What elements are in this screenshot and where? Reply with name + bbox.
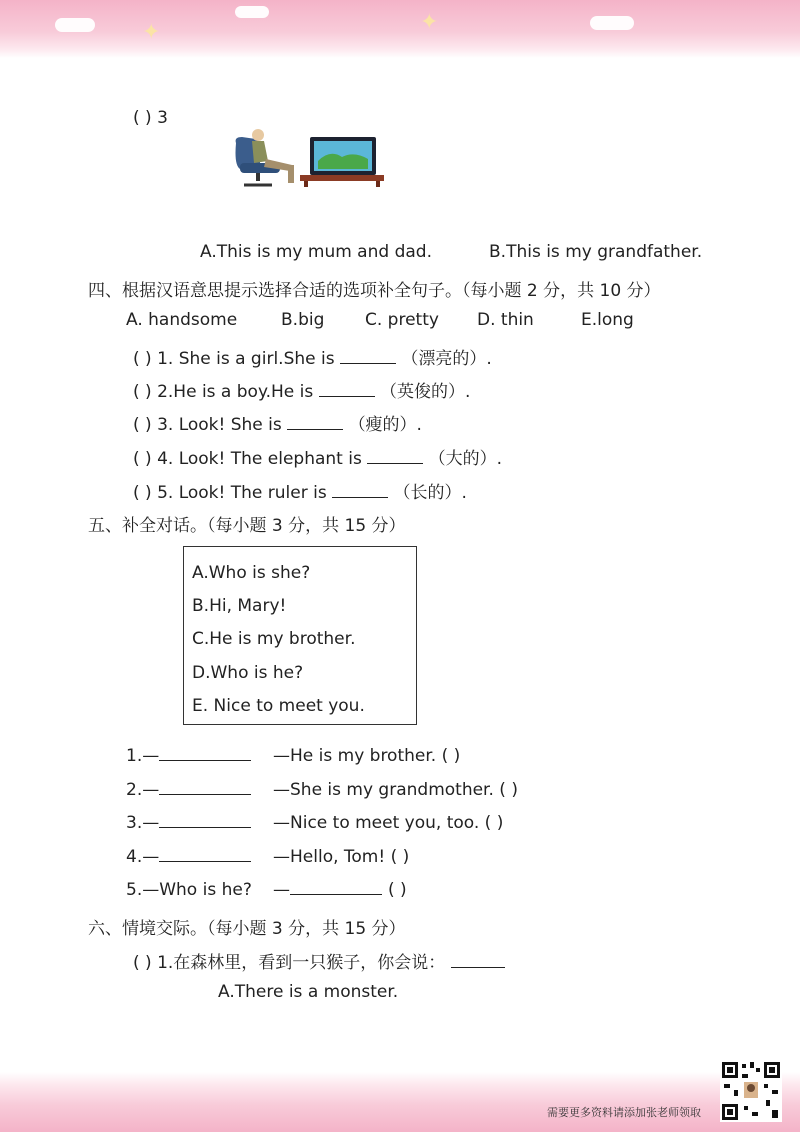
footer-text: 需要更多资料请添加张老师领取 <box>547 1106 701 1119</box>
cloud-decoration <box>55 18 95 32</box>
box-option-b: B.Hi, Mary! <box>192 596 287 616</box>
item-hint: （英俊的）. <box>380 382 471 402</box>
box-option-c: C.He is my brother. <box>192 629 356 649</box>
dialog-line-4 <box>126 847 251 867</box>
choice-a: A. handsome <box>126 310 238 330</box>
dialog-blank[interactable] <box>159 847 251 862</box>
item-hint: （长的）. <box>393 483 467 503</box>
item-text: 5. Look! The ruler is <box>157 483 327 503</box>
section-4-title: 四、根据汉语意思提示选择合适的选项补全句子。（每小题 2 分，共 10 分） <box>88 281 661 301</box>
question-3-number: ( ) 3 <box>133 108 168 128</box>
section-4-item <box>133 478 467 503</box>
question-3-option-a: A.This is my mum and dad. <box>200 242 432 262</box>
dialog-blank[interactable] <box>159 746 251 761</box>
answer-paren[interactable]: ( ) <box>133 349 152 369</box>
cloud-decoration <box>590 16 634 30</box>
choice-d: D. thin <box>477 310 534 330</box>
dialog-line-4-reply: —Hello, Tom! ( ) <box>273 847 410 867</box>
dialog-line-1 <box>126 746 251 766</box>
item-text: 3. Look! She is <box>157 415 282 435</box>
question-3-option-b: B.This is my grandfather. <box>489 242 703 262</box>
choice-b: B.big <box>281 310 325 330</box>
dialog-line-2-reply: —She is my grandmother. ( ) <box>273 780 518 800</box>
item-hint: （瘦的）. <box>348 415 422 435</box>
answer-blank[interactable] <box>451 953 505 968</box>
section-6-question-1 <box>133 948 505 973</box>
box-option-d: D.Who is he? <box>192 663 304 683</box>
answer-paren[interactable]: ( ) <box>133 953 152 973</box>
tv-stand-icon <box>300 175 384 187</box>
dialog-blank[interactable] <box>159 780 251 795</box>
dialog-line-5: 5.—Who is he? <box>126 880 252 900</box>
dialog-blank[interactable] <box>290 880 382 895</box>
section-4-item <box>133 377 470 402</box>
answer-blank[interactable] <box>287 415 343 430</box>
box-option-a: A.Who is she? <box>192 563 311 583</box>
item-text: 4. Look! The elephant is <box>157 449 362 469</box>
dialog-line-3-reply: —Nice to meet you, too. ( ) <box>273 813 504 833</box>
dialog-left: 4.— <box>126 847 160 867</box>
dialog-left: 2.— <box>126 780 160 800</box>
dialog-blank[interactable] <box>159 813 251 828</box>
tv-icon <box>310 137 376 175</box>
item-text: 1. She is a girl.She is <box>157 349 335 369</box>
choice-e: E.long <box>581 310 634 330</box>
dialog-left: 3.— <box>126 813 160 833</box>
dialog-dash: — <box>273 880 290 900</box>
answer-blank[interactable] <box>319 382 375 397</box>
answer-paren[interactable]: ( ) <box>133 449 152 469</box>
dialog-line-1-reply: —He is my brother. ( ) <box>273 746 461 766</box>
section-4-item <box>133 344 492 369</box>
item-text: 2.He is a boy.He is <box>157 382 314 402</box>
dialog-options-box <box>183 546 417 725</box>
footer-decoration <box>0 1072 800 1132</box>
dialog-line-2 <box>126 780 251 800</box>
section-6-question-1-option-a: A.There is a monster. <box>218 982 399 1002</box>
box-option-e: E. Nice to meet you. <box>192 696 365 716</box>
grandfather-watching-tv-illustration <box>230 125 390 191</box>
dialog-line-3 <box>126 813 251 833</box>
cloud-decoration <box>235 6 269 18</box>
header-decoration <box>0 0 800 58</box>
section-5-title: 五、补全对话。（每小题 3 分，共 15 分） <box>88 516 406 536</box>
star-decoration: ✦ <box>420 10 439 35</box>
star-decoration: ✦ <box>142 20 161 45</box>
dialog-left: 1.— <box>126 746 160 766</box>
answer-blank[interactable] <box>332 483 388 498</box>
answer-paren[interactable]: ( ) <box>133 415 152 435</box>
item-hint: （大的）. <box>428 449 503 469</box>
dialog-paren[interactable]: ( ) <box>388 880 407 900</box>
answer-paren[interactable]: ( ) <box>133 382 152 402</box>
section-4-item <box>133 410 422 435</box>
section-6-title: 六、情境交际。（每小题 3 分，共 15 分） <box>88 919 406 939</box>
question-text: 1.在森林里，看到一只猴子，你会说： <box>157 953 446 973</box>
choice-c: C. pretty <box>365 310 439 330</box>
answer-blank[interactable] <box>340 349 396 364</box>
answer-paren[interactable]: ( ) <box>133 483 152 503</box>
dialog-line-5-reply <box>273 880 407 900</box>
item-hint: （漂亮的）. <box>401 349 492 369</box>
section-4-item <box>133 444 502 469</box>
qr-code-icon <box>720 1060 782 1122</box>
answer-blank[interactable] <box>367 449 423 464</box>
